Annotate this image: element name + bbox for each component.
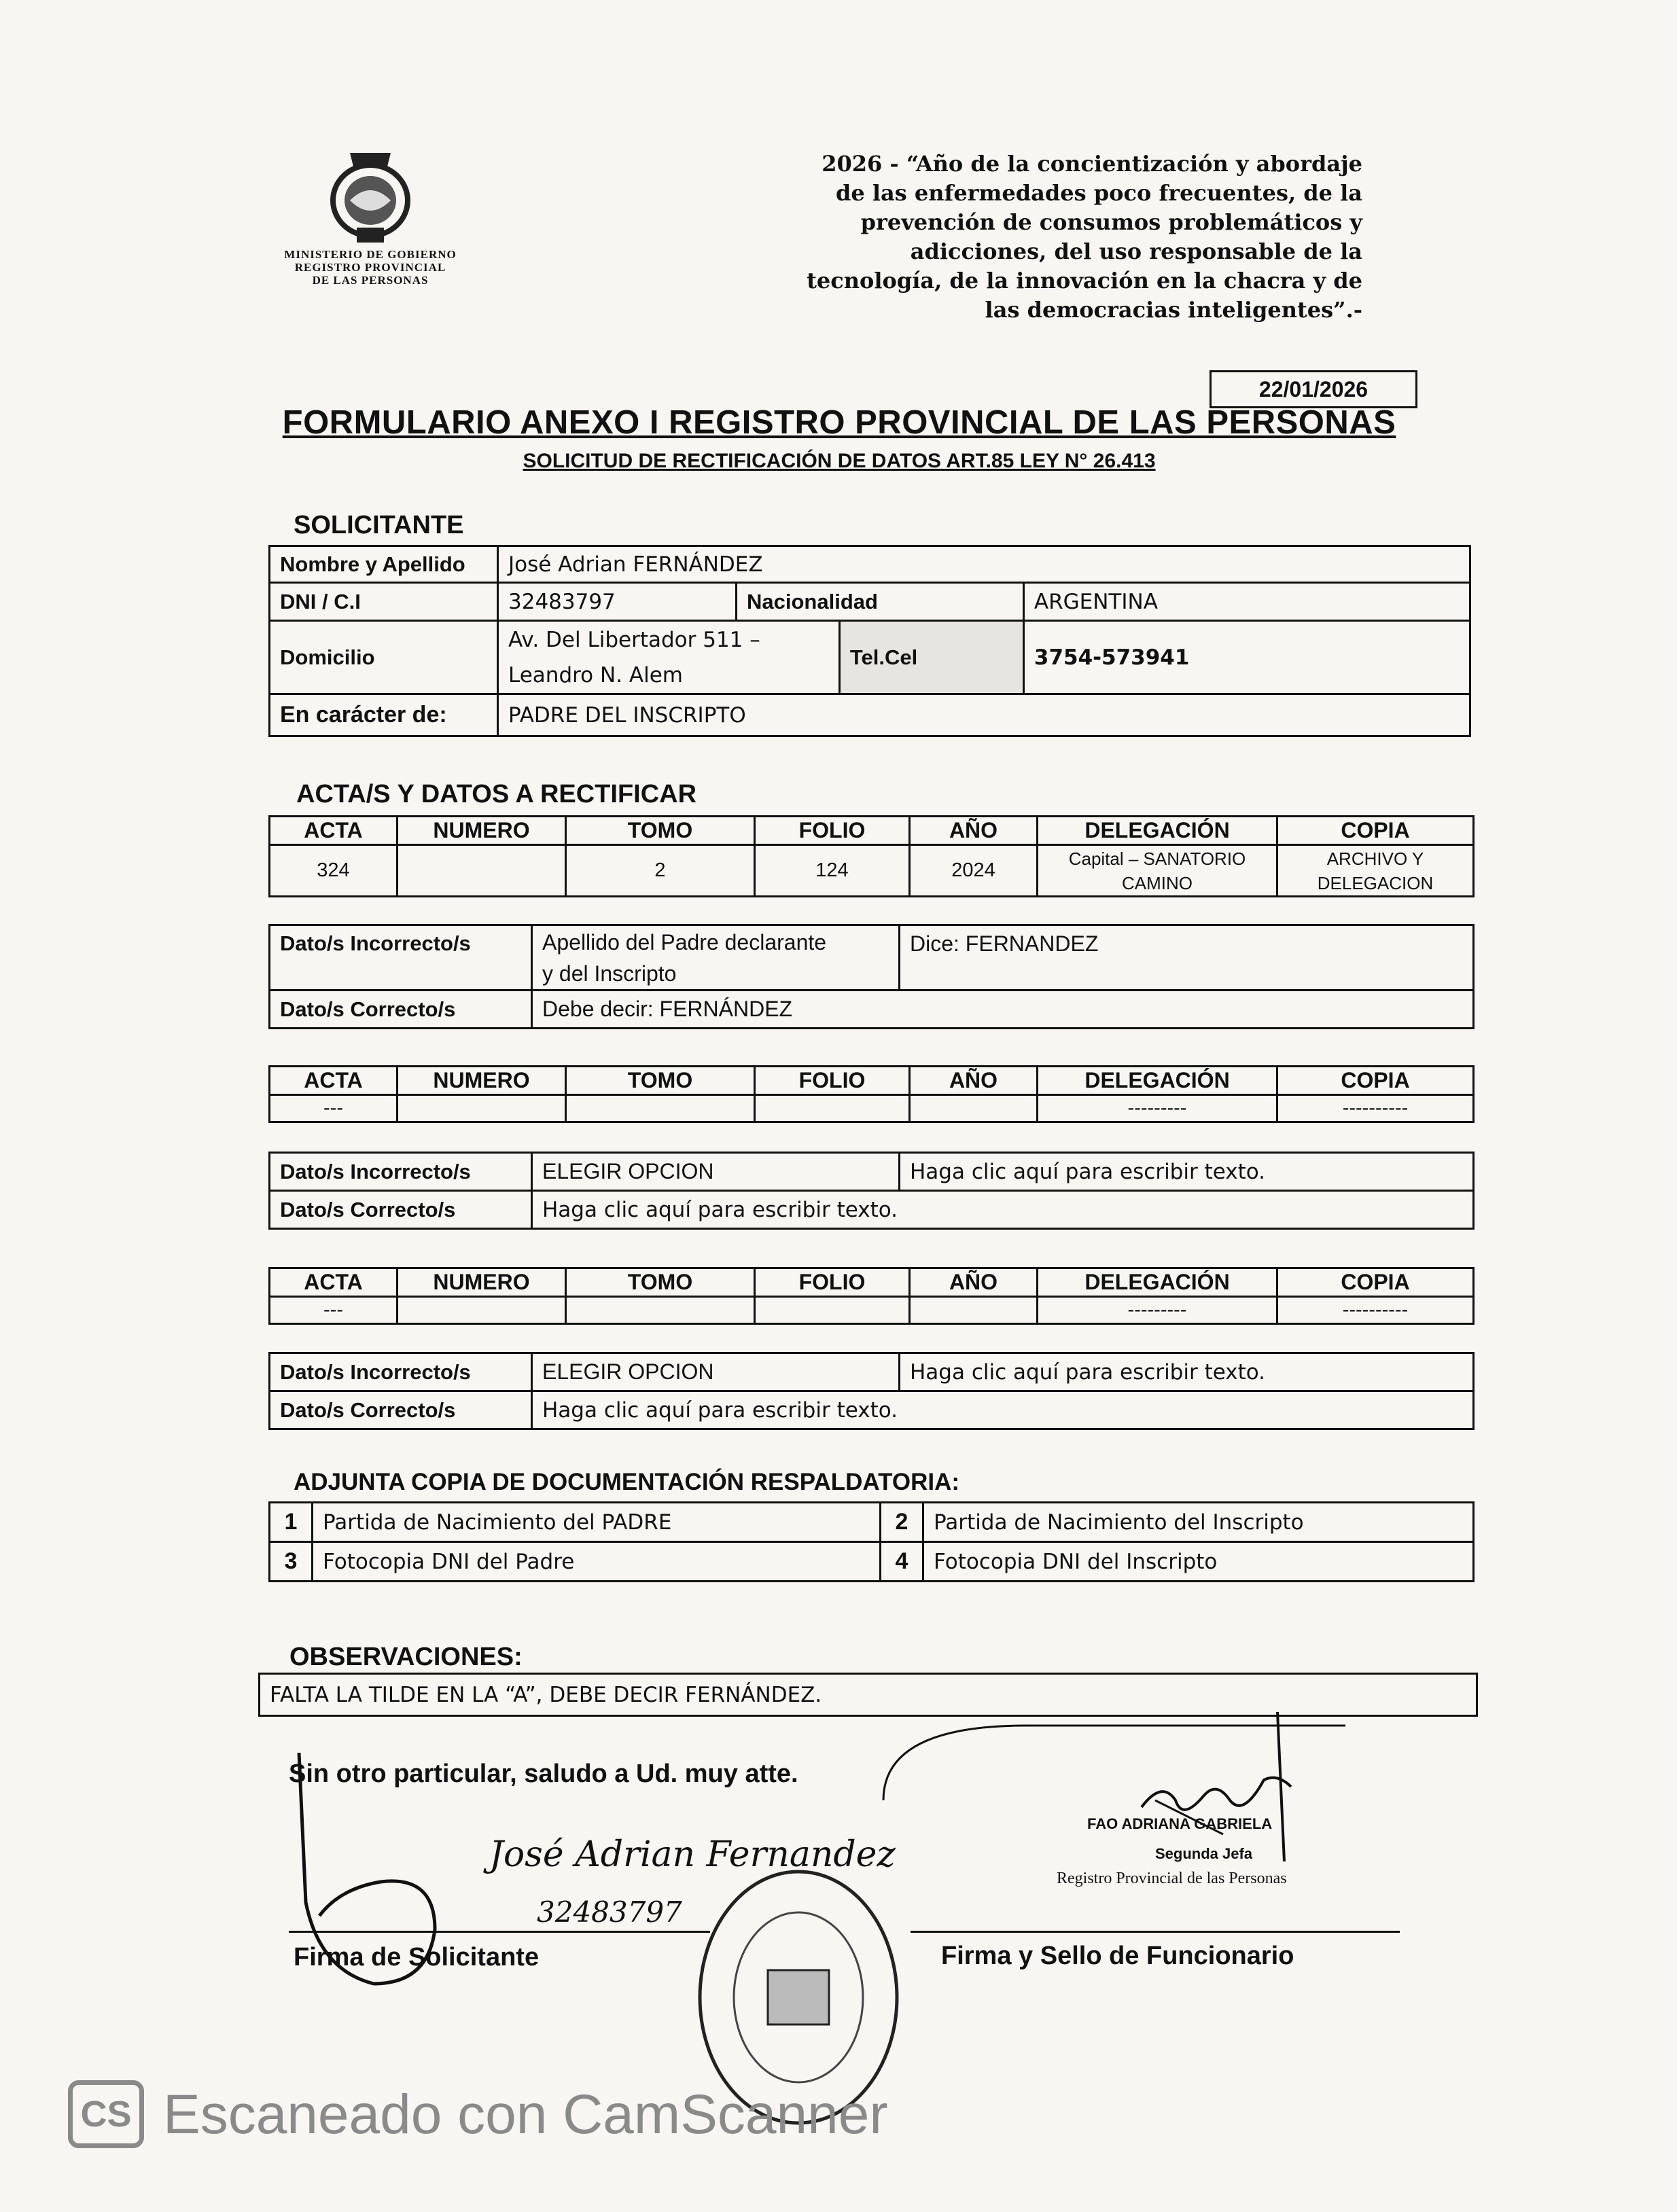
col-delegacion: DELEGACIÓN bbox=[1038, 817, 1277, 845]
copia-cell[interactable]: ---------- bbox=[1277, 1095, 1474, 1122]
tomo-cell[interactable]: 2 bbox=[566, 845, 755, 897]
incorrecto-line-2: y del Inscripto bbox=[542, 961, 677, 986]
dice-field[interactable]: Dice: FERNANDEZ bbox=[900, 925, 1474, 991]
motto-line: 2026 - “Año de la concientización y abordaje bbox=[822, 151, 1362, 177]
folio-cell[interactable] bbox=[755, 1095, 910, 1122]
nombre-label: Nombre y Apellido bbox=[270, 546, 498, 583]
motto-line: prevención de consumos problemáticos y bbox=[860, 209, 1362, 235]
col-anio: AÑO bbox=[910, 1268, 1038, 1297]
folio-cell[interactable] bbox=[755, 1297, 910, 1324]
domicilio-line-2: Leandro N. Alem bbox=[508, 662, 683, 688]
date-field[interactable]: 22/01/2026 bbox=[1210, 370, 1417, 408]
col-anio: AÑO bbox=[910, 817, 1038, 845]
closing-text: Sin otro particular, saludo a Ud. muy atte. bbox=[289, 1760, 798, 1788]
anio-cell[interactable] bbox=[910, 1297, 1038, 1324]
handwritten-name: José Adrian Fernandez bbox=[489, 1834, 896, 1875]
functionary-signature-line bbox=[911, 1931, 1400, 1933]
incorrecto-field[interactable] bbox=[532, 925, 900, 991]
camscanner-logo-icon: CS bbox=[68, 2080, 144, 2148]
acta-table-1 bbox=[268, 815, 1475, 897]
col-delegacion: DELEGACIÓN bbox=[1038, 1268, 1277, 1297]
datos-table-1 bbox=[268, 924, 1475, 1029]
correcto-field[interactable]: Haga clic aquí para escribir texto. bbox=[532, 1391, 1474, 1429]
correcto-field[interactable]: Haga clic aquí para escribir texto. bbox=[532, 1191, 1474, 1229]
motto-line: adicciones, del uso responsable de la bbox=[910, 238, 1362, 264]
numero-cell[interactable] bbox=[398, 1297, 566, 1324]
col-numero: NUMERO bbox=[398, 1268, 566, 1297]
tomo-cell[interactable] bbox=[566, 1095, 755, 1122]
form-title: FORMULARIO ANEXO I REGISTRO PROVINCIAL DE LAS PERSONAS bbox=[282, 404, 1396, 441]
col-copia: COPIA bbox=[1277, 1268, 1474, 1297]
dice-field[interactable]: Haga clic aquí para escribir texto. bbox=[900, 1353, 1474, 1391]
delegacion-line-1: Capital – SANATORIO bbox=[1068, 848, 1246, 869]
incorrecto-select[interactable]: ELEGIR OPCION bbox=[532, 1153, 900, 1191]
col-numero: NUMERO bbox=[398, 817, 566, 845]
logo-line-3: DE LAS PERSONAS bbox=[312, 274, 429, 287]
firma-funcionario-label: Firma y Sello de Funcionario bbox=[941, 1942, 1294, 1970]
col-copia: COPIA bbox=[1277, 1067, 1474, 1095]
stamp-office: Registro Provincial de las Personas bbox=[1057, 1870, 1287, 1887]
copia-cell[interactable]: ---------- bbox=[1277, 1297, 1474, 1324]
motto-line: tecnología, de la innovación en la chacra y de bbox=[807, 268, 1362, 293]
caracter-label: En carácter de: bbox=[270, 694, 498, 736]
dni-label: DNI / C.I bbox=[270, 583, 498, 621]
adjunta-table bbox=[268, 1501, 1475, 1582]
copia-line-1: ARCHIVO Y bbox=[1326, 848, 1424, 869]
anio-cell[interactable] bbox=[910, 1095, 1038, 1122]
numero-cell[interactable] bbox=[398, 845, 566, 897]
adjunta-item[interactable]: Partida de Nacimiento del Inscripto bbox=[923, 1503, 1474, 1542]
adjunta-num: 1 bbox=[270, 1503, 313, 1542]
section-actas: ACTA/S Y DATOS A RECTIFICAR bbox=[296, 780, 697, 808]
correcto-label: Dato/s Correcto/s bbox=[270, 1391, 532, 1429]
col-tomo: TOMO bbox=[566, 1067, 755, 1095]
acta-table-2 bbox=[268, 1065, 1475, 1123]
col-numero: NUMERO bbox=[398, 1067, 566, 1095]
anio-cell[interactable]: 2024 bbox=[910, 845, 1038, 897]
stamp-role: Segunda Jefa bbox=[1155, 1845, 1253, 1862]
delegacion-cell[interactable]: --------- bbox=[1038, 1297, 1277, 1324]
dice-field[interactable]: Haga clic aquí para escribir texto. bbox=[900, 1153, 1474, 1191]
delegacion-line-2: CAMINO bbox=[1122, 872, 1193, 893]
incorrecto-label: Dato/s Incorrecto/s bbox=[270, 925, 532, 991]
logo-line-2: REGISTRO PROVINCIAL bbox=[294, 261, 446, 274]
dni-field[interactable]: 32483797 bbox=[498, 583, 737, 621]
datos-table-3 bbox=[268, 1352, 1475, 1430]
nombre-field[interactable]: José Adrian FERNÁNDEZ bbox=[498, 546, 1470, 583]
adjunta-item[interactable]: Partida de Nacimiento del PADRE bbox=[313, 1503, 881, 1542]
folio-cell[interactable]: 124 bbox=[755, 845, 910, 897]
incorrecto-label: Dato/s Incorrecto/s bbox=[270, 1153, 532, 1191]
acta-cell[interactable]: 324 bbox=[270, 845, 398, 897]
correcto-field[interactable]: Debe decir: FERNÁNDEZ bbox=[532, 991, 1474, 1029]
firma-solicitante-label: Firma de Solicitante bbox=[294, 1943, 540, 1972]
copia-line-2: DELEGACION bbox=[1317, 872, 1434, 893]
col-copia: COPIA bbox=[1277, 817, 1474, 845]
motto-line: de las enfermedades poco frecuentes, de la bbox=[836, 180, 1362, 206]
delegacion-cell[interactable]: --------- bbox=[1038, 1095, 1277, 1122]
acta-table-3 bbox=[268, 1267, 1475, 1325]
form-subtitle: SOLICITUD DE RECTIFICACIÓN DE DATOS ART.85 LEY N° 26.413 bbox=[523, 450, 1156, 472]
adjunta-item[interactable]: Fotocopia DNI del Padre bbox=[313, 1542, 881, 1582]
col-delegacion: DELEGACIÓN bbox=[1038, 1067, 1277, 1095]
camscanner-watermark: Escaneado con CamScanner bbox=[163, 2084, 888, 2145]
copia-cell[interactable] bbox=[1277, 845, 1474, 897]
datos-table-2 bbox=[268, 1152, 1475, 1230]
col-folio: FOLIO bbox=[755, 817, 910, 845]
incorrecto-label: Dato/s Incorrecto/s bbox=[270, 1353, 532, 1391]
stamp-name: FAO ADRIANA GABRIELA bbox=[1087, 1815, 1273, 1832]
incorrecto-line-1: Apellido del Padre declarante bbox=[542, 929, 827, 955]
acta-cell[interactable]: --- bbox=[270, 1095, 398, 1122]
adjunta-num: 2 bbox=[881, 1503, 923, 1542]
tel-field[interactable]: 3754-573941 bbox=[1023, 621, 1470, 694]
incorrecto-select[interactable]: ELEGIR OPCION bbox=[532, 1353, 900, 1391]
tomo-cell[interactable] bbox=[566, 1297, 755, 1324]
year-motto bbox=[734, 149, 1362, 325]
coat-of-arms-icon bbox=[323, 146, 418, 248]
col-anio: AÑO bbox=[910, 1067, 1038, 1095]
col-tomo: TOMO bbox=[566, 1268, 755, 1297]
applicant-signature-scribble bbox=[279, 1739, 523, 2024]
col-acta: ACTA bbox=[270, 1268, 398, 1297]
adjunta-item[interactable]: Fotocopia DNI del Inscripto bbox=[923, 1542, 1474, 1582]
tel-label: Tel.Cel bbox=[839, 621, 1023, 694]
correcto-label: Dato/s Correcto/s bbox=[270, 991, 532, 1029]
domicilio-field[interactable] bbox=[498, 621, 840, 694]
section-adjunta: ADJUNTA COPIA DE DOCUMENTACIÓN RESPALDATORIA: bbox=[294, 1469, 959, 1495]
col-folio: FOLIO bbox=[755, 1067, 910, 1095]
col-acta: ACTA bbox=[270, 817, 398, 845]
correcto-label: Dato/s Correcto/s bbox=[270, 1191, 532, 1229]
applicant-signature-line bbox=[289, 1931, 710, 1933]
col-tomo: TOMO bbox=[566, 817, 755, 845]
domicilio-label: Domicilio bbox=[270, 621, 498, 694]
col-acta: ACTA bbox=[270, 1067, 398, 1095]
delegacion-cell[interactable] bbox=[1038, 845, 1277, 897]
motto-line: las democracias inteligentes”.- bbox=[985, 297, 1362, 323]
section-solicitante: SOLICITANTE bbox=[294, 511, 464, 539]
numero-cell[interactable] bbox=[398, 1095, 566, 1122]
nacionalidad-field[interactable]: ARGENTINA bbox=[1023, 583, 1470, 621]
section-observaciones: OBSERVACIONES: bbox=[289, 1643, 523, 1671]
domicilio-line-1: Av. Del Libertador 511 – bbox=[508, 627, 760, 652]
adjunta-num: 3 bbox=[270, 1542, 313, 1582]
acta-cell[interactable]: --- bbox=[270, 1297, 398, 1324]
observaciones-field[interactable]: FALTA LA TILDE EN LA “A”, DEBE DECIR FERNÁNDEZ. bbox=[260, 1674, 1477, 1716]
caracter-field[interactable]: PADRE DEL INSCRIPTO bbox=[498, 694, 1470, 736]
nacionalidad-label: Nacionalidad bbox=[737, 583, 1024, 621]
ministry-logo bbox=[258, 146, 482, 309]
logo-line-1: MINISTERIO DE GOBIERNO bbox=[284, 248, 457, 261]
solicitante-table bbox=[268, 545, 1471, 737]
handwritten-dni: 32483797 bbox=[537, 1895, 682, 1929]
adjunta-num: 4 bbox=[881, 1542, 923, 1582]
col-folio: FOLIO bbox=[755, 1268, 910, 1297]
